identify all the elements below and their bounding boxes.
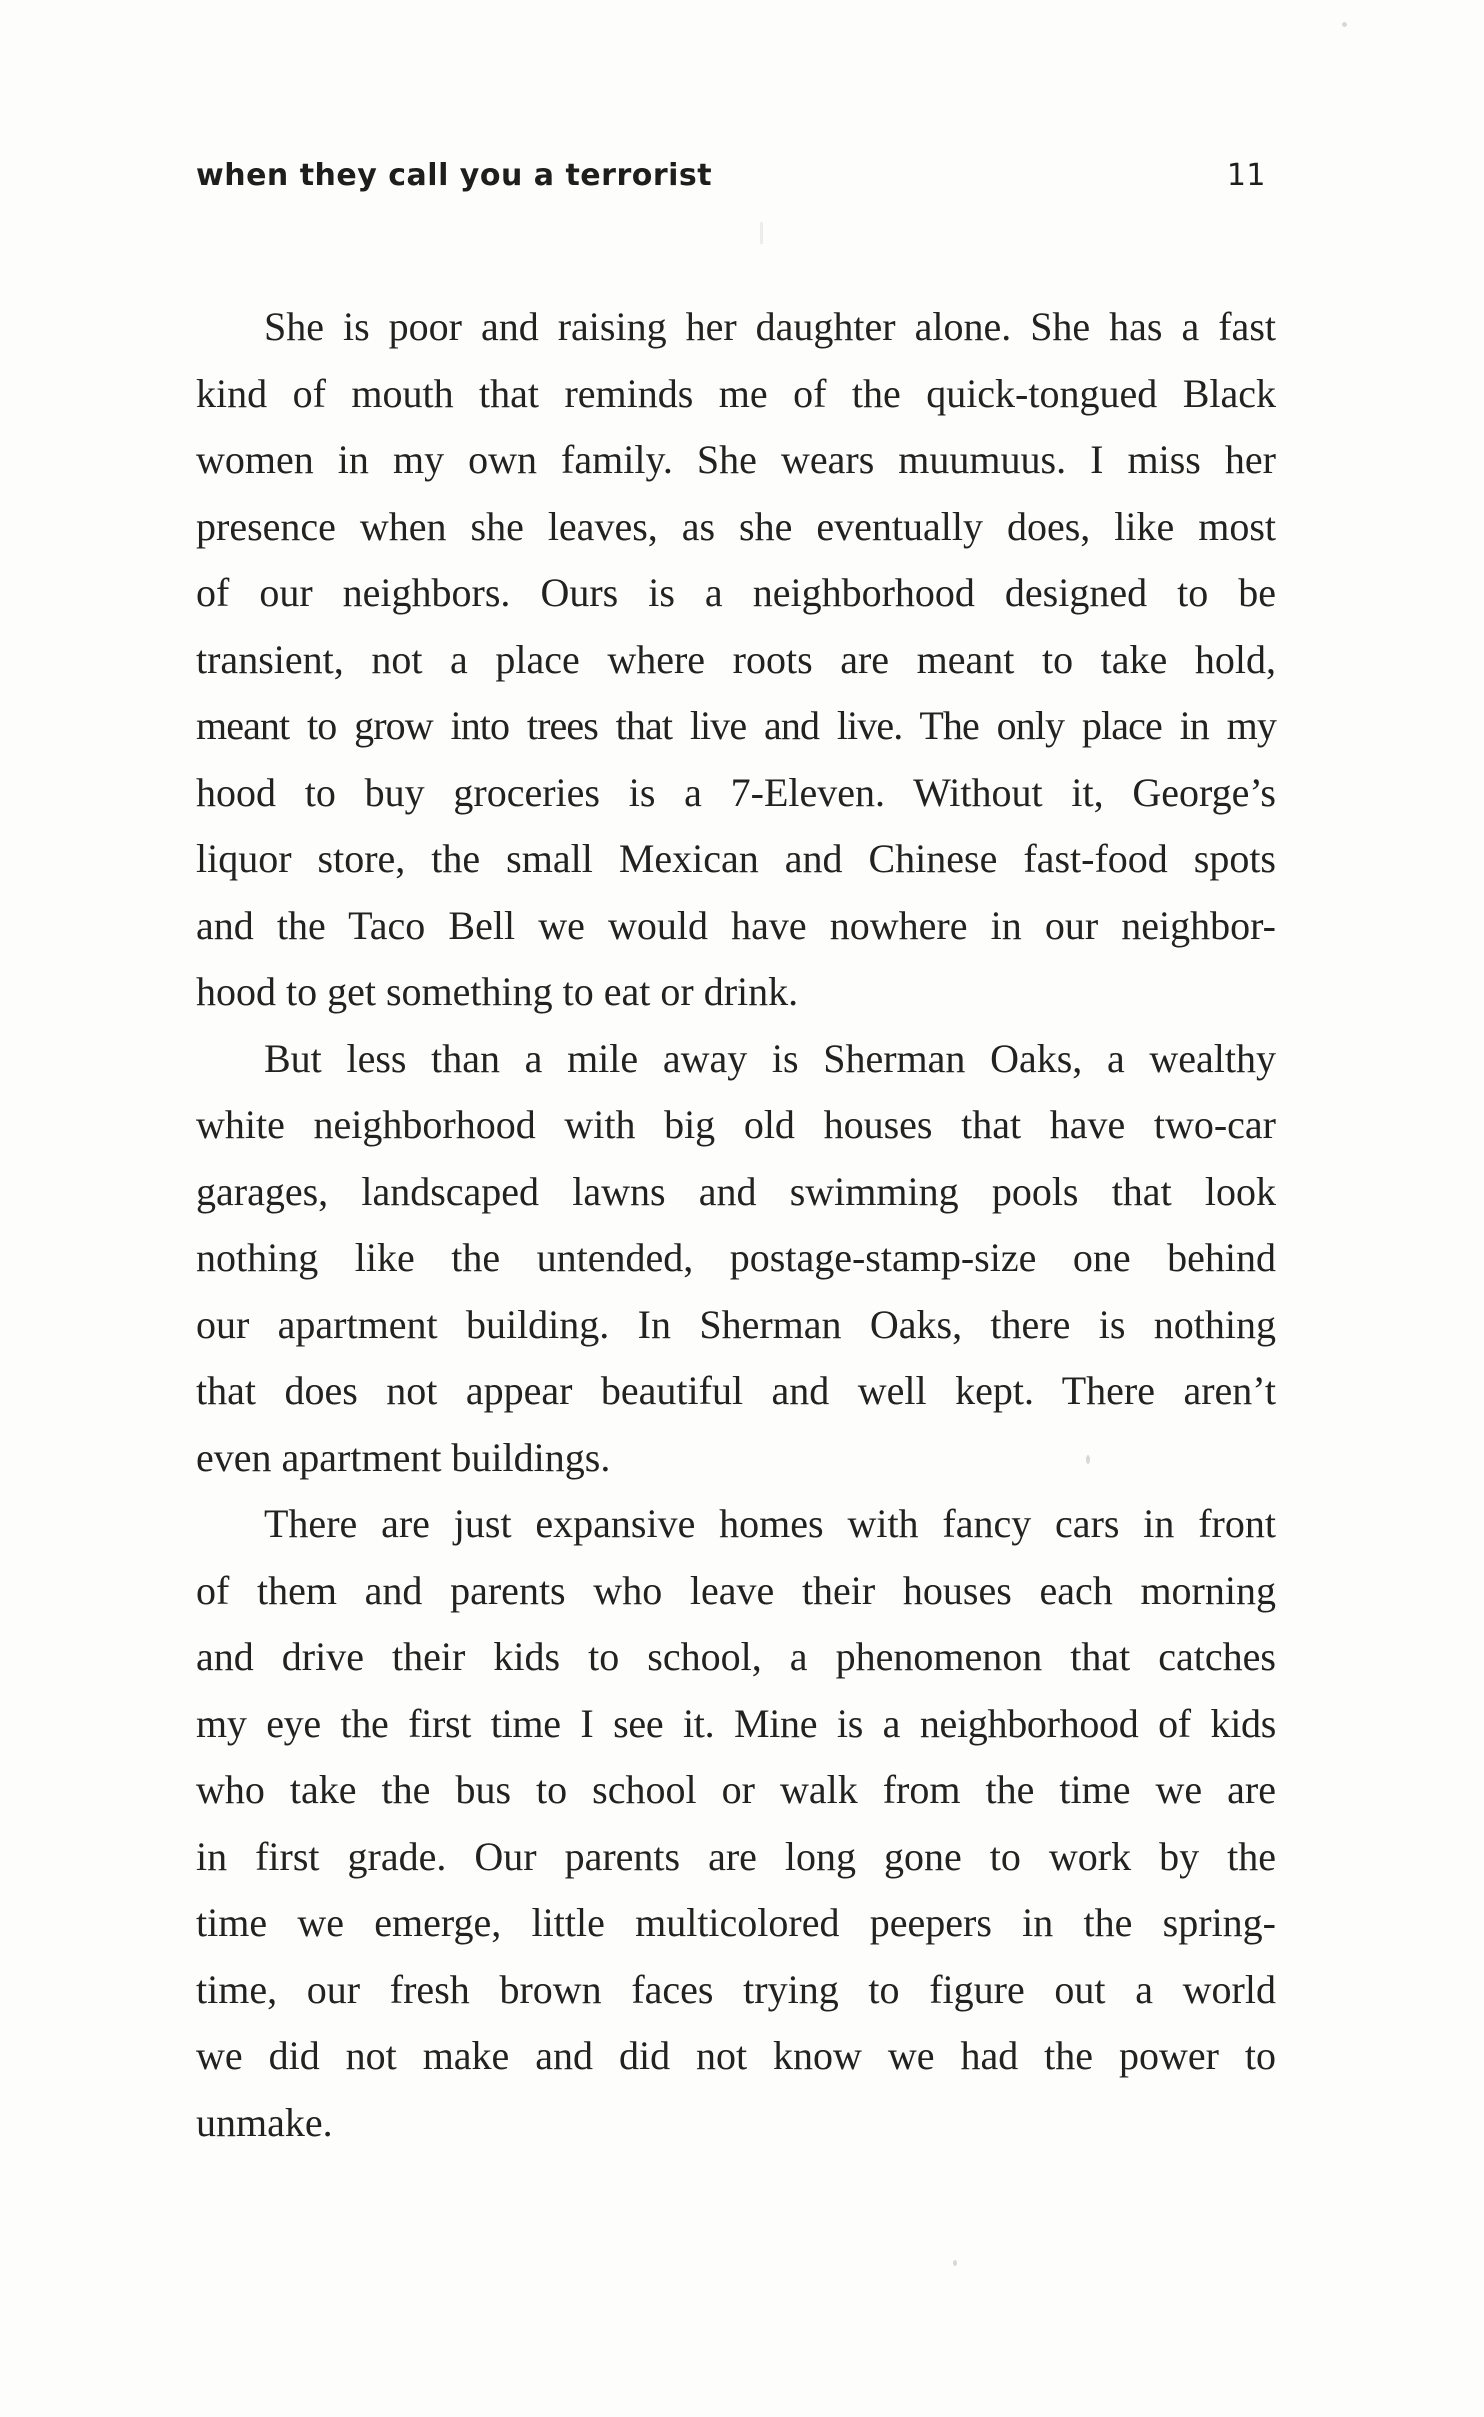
text-line: my eye the first time I see it. Mine is a neighborhood of kids [196,1700,1276,1746]
text-line: time, our fresh brown faces trying to figure out a world [196,1966,1276,2012]
text-line: we did not make and did not know we had the power to [196,2033,1276,2078]
text-line: meant to grow into trees that live and live. The only place in my [196,703,1276,748]
text-line: kind of mouth that reminds me of the quick-tongued Black [196,370,1276,416]
text-line: transient, not a place where roots are meant to take hold, [196,636,1276,682]
text-line: nothing like the untended, postage-stamp-size one behind [196,1235,1276,1280]
text-line: of them and parents who leave their houses each morning [196,1567,1276,1613]
text-line: even apartment buildings. [196,1434,611,1480]
text-line: hood to get something to eat or drink. [196,969,799,1014]
text-line: liquor store, the small Mexican and Chinese fast-food spots [196,836,1276,881]
text-line: She is poor and raising her daughter alone. She has a fast [264,304,1276,349]
text-line: There are just expansive homes with fancy cars in front [264,1501,1276,1546]
running-head-title: when they call you a terrorist [196,158,713,193]
running-head [196,158,1276,198]
text-line: of our neighbors. Ours is a neighborhood designed to be [196,570,1276,615]
text-line: time we emerge, little multicolored peepers in the spring- [196,1900,1276,1945]
text-line: presence when she leaves, as she eventually does, like most [196,503,1276,549]
scan-speck [1342,22,1347,27]
text-line: in first grade. Our parents are long gone to work by the [196,1833,1276,1879]
text-line: our apartment building. In Sherman Oaks, there is nothing [196,1301,1276,1347]
text-line: But less than a mile away is Sherman Oaks, a wealthy [264,1035,1276,1081]
text-line: who take the bus to school or walk from the time we are [196,1767,1276,1812]
scan-speck [1086,1455,1090,1464]
text-line: that does not appear beautiful and well kept. There aren’t [196,1368,1276,1413]
text-line: hood to buy groceries is a 7-Eleven. Without it, George’s [196,769,1276,815]
body-text [196,294,1276,2156]
page-number: 11 [1226,158,1266,193]
text-line: and the Taco Bell we would have nowhere in our neighbor- [196,902,1276,948]
text-line: unmake. [196,2099,333,2145]
text-line: women in my own family. She wears muumuus. I miss her [196,437,1276,482]
scan-speck [760,222,763,244]
text-line: garages, landscaped lawns and swimming pools that look [196,1168,1276,1214]
paragraph-3 [196,1491,1276,2156]
paragraph-1 [196,294,1276,1026]
text-line: white neighborhood with big old houses that have two-car [196,1102,1276,1147]
paragraph-2 [196,1026,1276,1492]
scan-speck [953,2260,957,2266]
text-line: and drive their kids to school, a phenomenon that catches [196,1634,1276,1679]
